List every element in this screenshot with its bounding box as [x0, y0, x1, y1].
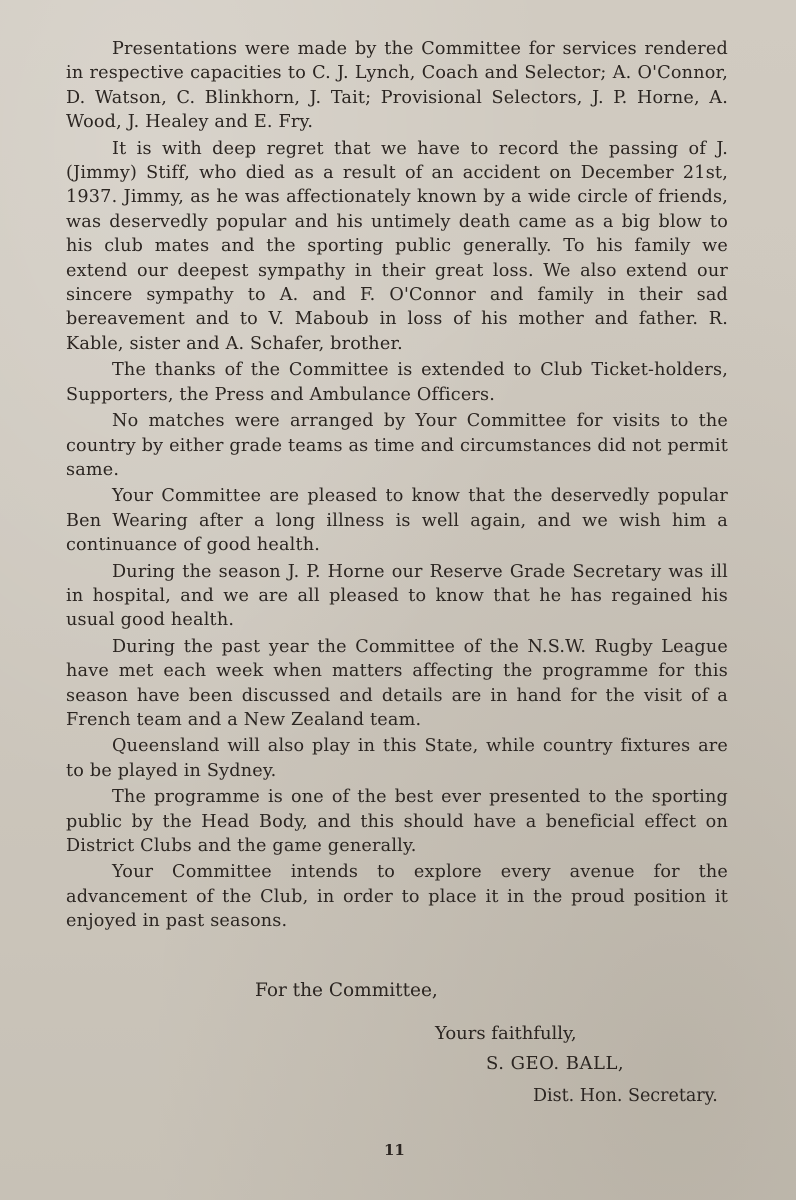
- paragraph-presentations: Presentations were made by the Committee for services rendered in respective capacities to C. J. Lynch, Coach and Selector; A. O'Connor, D. Watson, C. Blinkhorn, J. Tait; Provisional Selectors, J. P. Horne, A. Wood, J. Healey and E. Fry.: [66, 39, 728, 133]
- paragraph-advancement: Your Committee intends to explore every avenue for the advancement of the Club, in order to place it in the proud position it enjoyed in past seasons.: [66, 862, 728, 932]
- signoff-yours-faithfully: Yours faithfully,: [435, 1023, 577, 1044]
- signoff-for-committee: For the Committee,: [255, 980, 438, 1001]
- paragraph-programme: The programme is one of the best ever presented to the sporting public by the Head Body, and this should have a beneficial effect on District Clubs and the game generally.: [66, 787, 728, 856]
- page-number: 11: [384, 1141, 405, 1159]
- paragraph-obituary: It is with deep regret that we have to record the passing of J. (Jimmy) Stiff, who died as a result of an accident on December 21st, 1937. Jimmy, as he was affectionately known by a wide circle of friends, was deservedly popular and his untimely death came as a big blow to his club mates and the sporting public generally. To his family we extend our deepest sympathy in their great loss. We also extend our sincere sympathy to A. and F. O'Connor and family in their sad bereavement and to V. Maboub in loss of his mother and father. R. Kable, sister and A. Schafer, brother.: [66, 138, 728, 354]
- report-body: [66, 37, 728, 934]
- paragraph-reserve-secretary: During the season J. P. Horne our Reserve Grade Secretary was ill in hospital, and we are all pleased to know that he has regained his usual good health.: [66, 561, 728, 631]
- paragraph-ben-wearing: Your Committee are pleased to know that the deservedly popular Ben Wearing after a long illness is well again, and we wish him a continuance of good health.: [66, 486, 728, 556]
- signoff-name: S. GEO. BALL,: [486, 1053, 625, 1074]
- paragraph-queensland: Queensland will also play in this State, while country fixtures are to be played in Sydney.: [66, 736, 728, 781]
- paragraph-thanks: The thanks of the Committee is extended to Club Ticket-holders, Supporters, the Press and Ambulance Officers.: [66, 360, 728, 405]
- paragraph-rugby-league: During the past year the Committee of the N.S.W. Rugby League have met each week when matters affecting the programme for this season have been discussed and details are in hand for the visit of a French team and a New Zealand team.: [66, 636, 728, 730]
- paragraph-country-matches: No matches were arranged by Your Committee for visits to the country by either grade teams as time and circumstances did not permit same.: [66, 411, 729, 480]
- signoff-title: Dist. Hon. Secretary.: [533, 1086, 718, 1106]
